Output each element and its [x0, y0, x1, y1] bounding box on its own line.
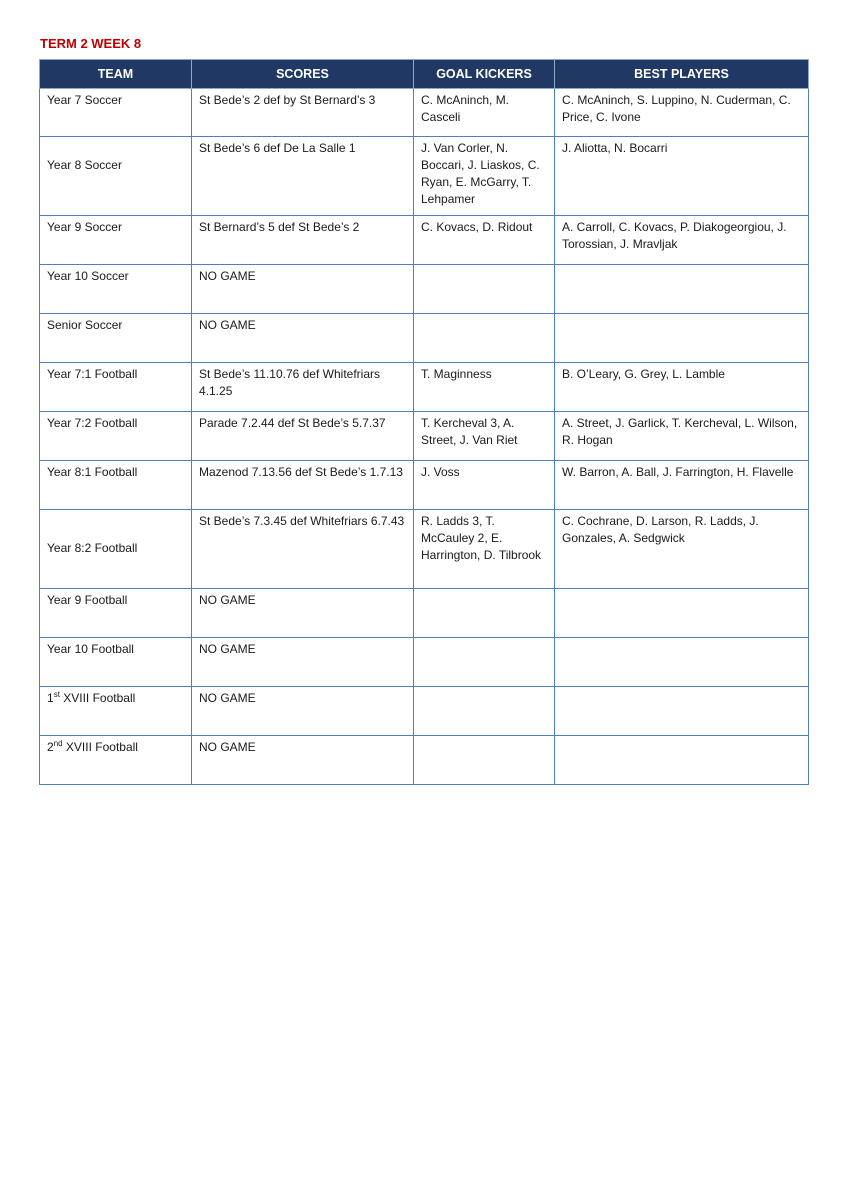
best-players-cell: [555, 314, 809, 363]
best-players-cell: [555, 265, 809, 314]
team-cell: Year 8:1 Football: [40, 461, 192, 510]
team-name: XVIII Football: [62, 740, 138, 754]
page-title: TERM 2 WEEK 8: [40, 36, 142, 51]
goal-kickers-cell: R. Ladds 3, T. McCauley 2, E. Harrington, D. Tilbrook: [414, 510, 555, 589]
team-cell: Year 10 Soccer: [40, 265, 192, 314]
header-team: TEAM: [40, 60, 192, 89]
best-players-cell: [555, 638, 809, 687]
goal-kickers-cell: C. McAninch, M. Casceli: [414, 89, 555, 137]
score-cell: St Bede’s 7.3.45 def Whitefriars 6.7.43: [192, 510, 414, 589]
goal-kickers-cell: [414, 638, 555, 687]
score-cell: NO GAME: [192, 736, 414, 785]
table-row: [40, 736, 809, 785]
table-header-row: [40, 60, 809, 89]
score-cell: St Bede’s 11.10.76 def Whitefriars 4.1.25: [192, 363, 414, 412]
table-row: [40, 638, 809, 687]
team-cell: [40, 687, 192, 736]
best-players-cell: B. O’Leary, G. Grey, L. Lamble: [555, 363, 809, 412]
team-cell: Year 7:1 Football: [40, 363, 192, 412]
best-players-cell: C. McAninch, S. Luppino, N. Cuderman, C. Price, C. Ivone: [555, 89, 809, 137]
goal-kickers-cell: T. Kercheval 3, A. Street, J. Van Riet: [414, 412, 555, 461]
goal-kickers-cell: [414, 265, 555, 314]
team-cell: Year 8:2 Football: [40, 510, 192, 589]
score-cell: Parade 7.2.44 def St Bede’s 5.7.37: [192, 412, 414, 461]
best-players-cell: C. Cochrane, D. Larson, R. Ladds, J. Gonzales, A. Sedgwick: [555, 510, 809, 589]
table-row: [40, 89, 809, 137]
goal-kickers-cell: [414, 687, 555, 736]
goal-kickers-cell: T. Maginness: [414, 363, 555, 412]
score-cell: St Bede’s 2 def by St Bernard’s 3: [192, 89, 414, 137]
table-row: [40, 265, 809, 314]
team-name: XVIII Football: [59, 691, 136, 705]
score-cell: St Bernard’s 5 def St Bede’s 2: [192, 216, 414, 265]
score-cell: St Bede’s 6 def De La Salle 1: [192, 137, 414, 216]
team-cell: Year 10 Football: [40, 638, 192, 687]
table-row: [40, 589, 809, 638]
table-row: [40, 412, 809, 461]
table-row: [40, 687, 809, 736]
header-goal-kickers: GOAL KICKERS: [414, 60, 555, 89]
best-players-cell: [555, 589, 809, 638]
team-cell: Year 9 Soccer: [40, 216, 192, 265]
best-players-cell: A. Carroll, C. Kovacs, P. Diakogeorgiou, J. Torossian, J. Mravljak: [555, 216, 809, 265]
best-players-cell: [555, 736, 809, 785]
ordinal-suffix: nd: [53, 739, 63, 748]
table-row: [40, 137, 809, 216]
results-table: [39, 59, 809, 785]
team-cell: Year 7 Soccer: [40, 89, 192, 137]
goal-kickers-cell: C. Kovacs, D. Ridout: [414, 216, 555, 265]
team-cell: [40, 736, 192, 785]
team-number: 1: [47, 691, 54, 705]
best-players-cell: A. Street, J. Garlick, T. Kercheval, L. Wilson, R. Hogan: [555, 412, 809, 461]
best-players-cell: J. Aliotta, N. Bocarri: [555, 137, 809, 216]
goal-kickers-cell: [414, 589, 555, 638]
table-row: [40, 314, 809, 363]
goal-kickers-cell: J. Van Corler, N. Boccari, J. Liaskos, C. Ryan, E. McGarry, T. Lehpamer: [414, 137, 555, 216]
goal-kickers-cell: J. Voss: [414, 461, 555, 510]
score-cell: Mazenod 7.13.56 def St Bede’s 1.7.13: [192, 461, 414, 510]
best-players-cell: [555, 687, 809, 736]
best-players-cell: W. Barron, A. Ball, J. Farrington, H. Flavelle: [555, 461, 809, 510]
team-cell: Senior Soccer: [40, 314, 192, 363]
score-cell: NO GAME: [192, 589, 414, 638]
team-cell: Year 8 Soccer: [40, 137, 192, 216]
score-cell: NO GAME: [192, 314, 414, 363]
table-row: [40, 461, 809, 510]
score-cell: NO GAME: [192, 638, 414, 687]
header-scores: SCORES: [192, 60, 414, 89]
team-cell: Year 7:2 Football: [40, 412, 192, 461]
table-row: [40, 216, 809, 265]
table-row: [40, 510, 809, 589]
header-best-players: BEST PLAYERS: [555, 60, 809, 89]
goal-kickers-cell: [414, 736, 555, 785]
team-cell: Year 9 Football: [40, 589, 192, 638]
score-cell: NO GAME: [192, 687, 414, 736]
ordinal-suffix: st: [53, 690, 60, 699]
team-number: 2: [47, 740, 54, 754]
score-cell: NO GAME: [192, 265, 414, 314]
table-row: [40, 363, 809, 412]
goal-kickers-cell: [414, 314, 555, 363]
